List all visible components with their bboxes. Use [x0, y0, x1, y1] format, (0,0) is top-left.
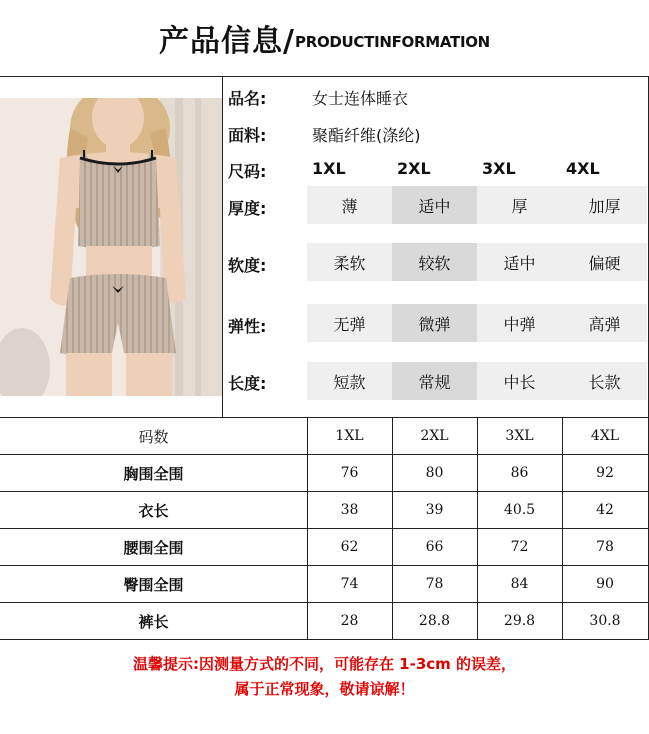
product-photo	[0, 98, 222, 396]
table-cell: 92	[596, 465, 614, 481]
table-cell: 72	[510, 539, 529, 555]
table-header-cell: 2XL	[420, 428, 449, 444]
table-header-size: 码数	[138, 427, 169, 446]
size-option-2xl: 2XL	[397, 159, 431, 178]
thickness-option-selected: 适中	[392, 186, 477, 224]
table-cell: 40.5	[503, 502, 536, 518]
table-cell: 78	[596, 539, 614, 555]
softness-option: 偏硬	[562, 243, 647, 281]
table-cell: 90	[596, 576, 614, 592]
table-row-label: 臀围全围	[123, 575, 184, 594]
thickness-label: 厚度:	[228, 199, 267, 218]
fabric-value: 聚酯纤维(涤纶)	[312, 126, 421, 145]
table-cell: 38	[340, 502, 359, 518]
table-cell: 62	[340, 539, 359, 555]
table-cell: 39	[425, 502, 444, 518]
divider-top	[0, 76, 649, 77]
table-cell: 86	[510, 465, 529, 481]
thickness-option: 厚	[477, 186, 562, 224]
elasticity-option: 高弹	[562, 304, 647, 342]
table-cell: 66	[425, 539, 444, 555]
table-row-label: 胸围全围	[123, 464, 184, 483]
size-option-3xl: 3XL	[482, 159, 516, 178]
table-header-cell: 1XL	[335, 428, 364, 444]
divider-photo	[222, 76, 223, 417]
elasticity-option: 中弹	[477, 304, 562, 342]
table-cell: 84	[510, 576, 529, 592]
table-header-cell: 4XL	[590, 428, 620, 444]
name-label: 品名:	[228, 89, 267, 108]
size-option-1xl: 1XL	[312, 159, 346, 178]
length-option-selected: 常规	[392, 362, 477, 400]
table-cell: 80	[425, 465, 444, 481]
length-option: 长款	[562, 362, 647, 400]
thickness-option: 薄	[307, 186, 392, 224]
size-label: 尺码:	[228, 162, 267, 181]
page-title	[0, 0, 649, 76]
table-line	[0, 639, 649, 640]
table-cell: 74	[340, 576, 359, 592]
length-option: 中长	[477, 362, 562, 400]
length-option: 短款	[307, 362, 392, 400]
notice-line-2: 属于正常现象，敬请谅解！	[234, 680, 415, 698]
table-cell: 29.8	[503, 613, 536, 629]
table-cell: 42	[596, 502, 614, 518]
elasticity-option-selected: 微弹	[392, 304, 477, 342]
fabric-label: 面料:	[228, 126, 267, 145]
table-row-label: 裤长	[138, 612, 169, 631]
elasticity-option: 无弹	[307, 304, 392, 342]
softness-option: 柔软	[307, 243, 392, 281]
table-cell: 28	[340, 613, 359, 629]
thickness-option: 加厚	[562, 186, 647, 224]
notice-line-1: 温馨提示:因测量方式的不同，可能存在 1-3cm 的误差，	[132, 655, 517, 673]
size-option-4xl: 4XL	[566, 159, 600, 178]
table-cell: 28.8	[418, 613, 451, 629]
title-chinese: 产品信息/	[159, 24, 295, 59]
table-header-cell: 3XL	[505, 428, 534, 444]
name-value: 女士连体睡衣	[312, 89, 409, 108]
table-cell: 30.8	[589, 613, 621, 629]
table-cell: 76	[340, 465, 359, 481]
elasticity-label: 弹性:	[228, 317, 267, 336]
measurement-notice	[0, 652, 649, 702]
softness-label: 软度:	[228, 256, 267, 275]
table-row-label: 腰围全围	[123, 538, 184, 557]
length-label: 长度:	[228, 374, 267, 393]
title-english: PRODUCTINFORMATION	[295, 33, 490, 51]
softness-option: 适中	[477, 243, 562, 281]
table-cell: 78	[425, 576, 444, 592]
softness-option-selected: 较软	[392, 243, 477, 281]
table-row-label: 衣长	[138, 501, 169, 520]
